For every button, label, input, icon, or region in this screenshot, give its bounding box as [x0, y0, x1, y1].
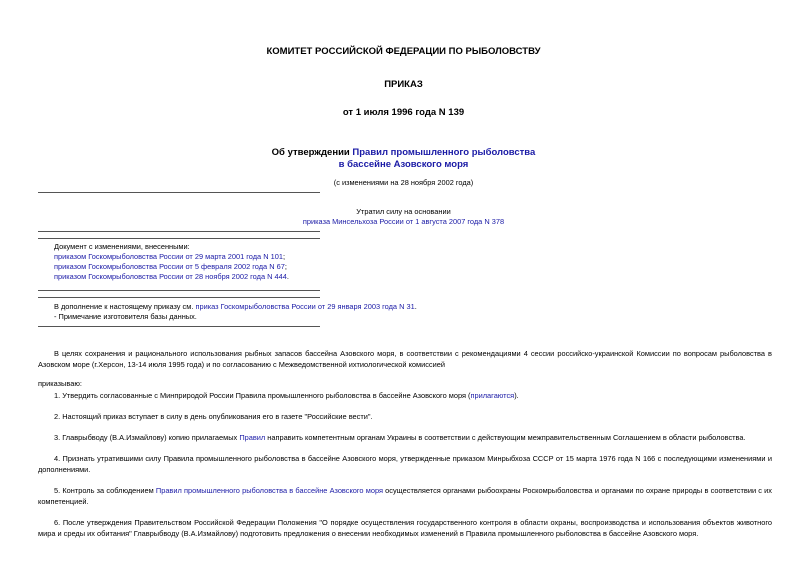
p5-text: 5. Контроль за соблюдением: [54, 486, 156, 495]
body-intro: В целях сохранения и рационального использования рыбных запасов бассейна Азовского моря, в соответствии с рекомендациями 4 сессии российско-украинской Комиссии по вопросам рыболовства в Азовском море (г.Херсон, 13-14 июля 1995 года) и по согласованию с Межведомственной ихтиологической комиссией: [38, 349, 772, 369]
addition-link[interactable]: приказ Госкомрыболовства России от 29 января 2003 года N 31: [195, 302, 415, 311]
document-title: [0, 147, 807, 171]
changes-suffix: .: [286, 272, 289, 281]
divider: [38, 192, 320, 193]
p5-text-end: осуществляется органами рыбоохраны Роскомрыболовства и органами по охране природы в соответствии с их компетенцией.: [38, 486, 772, 506]
title-link-rules[interactable]: Правил промышленного рыболовства: [352, 147, 536, 158]
changes-item: [54, 262, 289, 272]
addition-prefix: В дополнение к настоящему приказу см.: [54, 302, 196, 311]
body-paragraph-6: 6. После утверждения Правительством Российской Федерации Положения "О порядке осуществления государственного контроля в области охраны, воспроизводства и использования объектов животного мира и среды их обитания" Главрыбводу (В.А.Измайлову) подготовить предложения о внесении необходимых изменений в Правила промышленного рыболовства в бассейне Азовского моря.: [38, 518, 772, 538]
committee-heading: КОМИТЕТ РОССИЙСКОЙ ФЕДЕРАЦИИ ПО РЫБОЛОВСТВУ: [266, 46, 541, 57]
changes-link[interactable]: приказом Госкомрыболовства России от 28 ноября 2002 года N 444: [54, 272, 287, 281]
repeal-text: Утратил силу на основании: [356, 207, 451, 216]
repeal-link[interactable]: приказа Минсельхоза России от 1 августа 2007 года N 378: [302, 217, 505, 226]
changes-block: [54, 242, 289, 282]
body-paragraph-3: [38, 433, 772, 444]
body-paragraph-5: [38, 486, 772, 508]
changes-item: [54, 272, 289, 282]
divider: [38, 326, 320, 327]
amendments-note: (с изменениями на 28 ноября 2002 года): [333, 178, 474, 187]
addition-block: [54, 302, 417, 322]
title-link-rules-line2[interactable]: в бассейне Азовского моря: [338, 159, 469, 170]
title-prefix: Об утверждении: [271, 147, 353, 158]
doc-type-heading: ПРИКАЗ: [384, 79, 423, 90]
divider: [38, 297, 320, 298]
p1-text-end: ).: [514, 391, 519, 400]
p3-link[interactable]: Правил: [239, 433, 266, 442]
p1-text: 1. Утвердить согласованные с Минприродой России Правила промышленного рыболовства в бассейне Азовского моря (: [54, 391, 471, 400]
p1-link[interactable]: прилагаются: [470, 391, 515, 400]
addition-note: - Примечание изготовителя базы данных.: [54, 312, 197, 321]
changes-suffix: ;: [284, 262, 287, 271]
changes-item: [54, 252, 289, 262]
body-paragraph-4: 4. Признать утратившими силу Правила промышленного рыболовства в бассейне Азовского моря, утвержденные приказом Минрыбхоза СССР от 15 марта 1976 года N 166 с последующими изменениями и дополнениями.: [38, 454, 772, 474]
divider: [38, 238, 320, 239]
date-number-heading: от 1 июля 1996 года N 139: [342, 107, 465, 118]
addition-line: [54, 302, 417, 312]
body-paragraph-2: 2. Настоящий приказ вступает в силу в день опубликования его в газете "Российские вести".: [54, 412, 373, 421]
changes-heading: Документ с изменениями, внесенными:: [54, 242, 190, 251]
changes-suffix: ;: [282, 252, 285, 261]
p5-link[interactable]: Правил промышленного рыболовства в бассейне Азовского моря: [155, 486, 383, 495]
body-order: приказываю:: [38, 379, 82, 388]
changes-link[interactable]: приказом Госкомрыболовства России от 5 февраля 2002 года N 67: [54, 262, 285, 271]
divider: [38, 231, 320, 232]
body-paragraph-1: [38, 391, 772, 402]
divider: [38, 290, 320, 291]
p3-text: 3. Главрыбводу (В.А.Измайлову) копию прилагаемых: [54, 433, 240, 442]
changes-link[interactable]: приказом Госкомрыболовства России от 29 марта 2001 года N 101: [54, 252, 283, 261]
addition-suffix: .: [414, 302, 417, 311]
p3-text-end: направить компетентным органам Украины в соответствии с действующим межправительственным Соглашением в области рыболовства.: [265, 433, 746, 442]
